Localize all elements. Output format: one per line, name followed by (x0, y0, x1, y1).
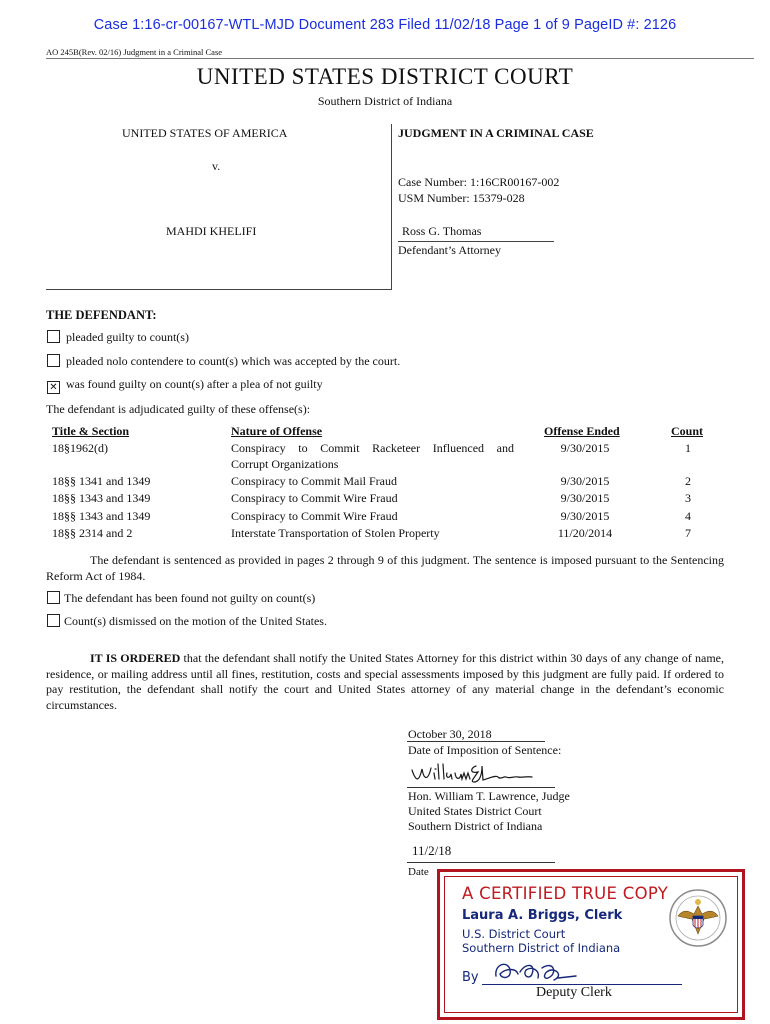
checkbox (47, 591, 60, 604)
attorney-name: Ross G. Thomas (402, 224, 482, 238)
table-row-ended: 9/30/2015 (560, 491, 610, 505)
table-row-nature: Conspiracy to Commit Wire Fraud (231, 509, 398, 523)
option-found-guilty: ✕ was found guilty on count(s) after a plea of not guilty (47, 377, 323, 394)
table-row-ended: 9/30/2015 (560, 474, 610, 488)
table-row-nature: Conspiracy to Commit Wire Fraud (231, 491, 398, 505)
usm-number: USM Number: 15379-028 (398, 191, 525, 205)
header-rule (46, 58, 754, 59)
signed-date-label: Date (408, 866, 429, 878)
stamp-court: U.S. District Court Southern District of Indiana (462, 927, 621, 955)
checkbox-checked: ✕ (47, 381, 60, 394)
stamp-clerk: Laura A. Briggs, Clerk (462, 908, 623, 923)
judge-name: Hon. William T. Lawrence, Judge (408, 789, 570, 803)
defendant-heading: THE DEFENDANT: (46, 308, 157, 322)
not-guilty-line: The defendant has been found not guilty on count(s) (47, 591, 315, 606)
col-nature: Nature of Offense (231, 424, 323, 438)
table-row-title: 18§1962(d) (52, 441, 108, 455)
checkbox (47, 354, 60, 367)
table-row-count: 4 (685, 509, 691, 523)
signed-date-rule (407, 862, 555, 863)
judge-court-line1: United States District Court (408, 804, 542, 818)
stamp-by: By (462, 970, 479, 985)
signature-rule (407, 787, 555, 788)
table-row-nature-cont: Corrupt Organizations (231, 457, 339, 471)
caption-bottom-rule (46, 289, 392, 290)
table-row-count: 1 (685, 441, 691, 455)
sentence-paragraph: The defendant is sentenced as provided in pages 2 through 9 of this judgment. The sentence is imposed pursuant to the Sentencing Reform Act of 1984. (46, 553, 724, 583)
checkbox (47, 330, 60, 343)
versus: v. (212, 159, 221, 173)
col-offense-ended: Offense Ended (544, 424, 620, 438)
court-seal-icon (668, 888, 728, 948)
table-row-ended: 9/30/2015 (560, 509, 610, 523)
table-row-nature: Conspiracy to Commit Racketeer Influenced and (231, 441, 514, 455)
table-row-count: 2 (685, 474, 691, 488)
date-rule (407, 741, 545, 742)
table-row-ended: 11/20/2014 (557, 526, 613, 540)
col-count: Count (671, 424, 704, 438)
adjudicated-text: The defendant is adjudicated guilty of these offense(s): (46, 402, 311, 416)
stamp-title: A CERTIFIED TRUE COPY (462, 884, 669, 903)
court-title: UNITED STATES DISTRICT COURT (196, 64, 574, 89)
signed-date: 11/2/18 (412, 843, 452, 858)
court-district: Southern District of Indiana (317, 94, 453, 108)
judgment-title: JUDGMENT IN A CRIMINAL CASE (398, 126, 594, 140)
form-id: AO 245B(Rev. 02/16) Judgment in a Criminal Case (46, 47, 223, 57)
deputy-signature (492, 956, 582, 986)
option-nolo-contendere: pleaded nolo contendere to count(s) which was accepted by the court. (47, 354, 400, 369)
imposition-date: October 30, 2018 (408, 727, 492, 741)
certified-copy-stamp (437, 869, 745, 1020)
table-row-title: 18§§ 1343 and 1349 (52, 509, 151, 523)
attorney-label: Defendant’s Attorney (398, 243, 501, 257)
table-row-title: 18§§ 1343 and 1349 (52, 491, 151, 505)
table-row-title: 18§§ 2314 and 2 (52, 526, 133, 540)
table-row-nature: Conspiracy to Commit Mail Fraud (231, 474, 397, 488)
dismissed-line: Count(s) dismissed on the motion of the United States. (47, 614, 327, 629)
ecf-header: Case 1:16-cr-00167-WTL-MJD Document 283 Filed 11/02/18 Page 1 of 9 PageID #: 2126 (93, 17, 677, 33)
checkbox (47, 614, 60, 627)
option-pleaded-guilty: pleaded guilty to count(s) (47, 330, 189, 345)
table-row-count: 7 (685, 526, 691, 540)
imposition-label: Date of Imposition of Sentence: (408, 743, 562, 757)
table-row-title: 18§§ 1341 and 1349 (52, 474, 151, 488)
defendant-name: MAHDI KHELIFI (166, 224, 257, 238)
order-paragraph: IT IS ORDERED that the defendant shall notify the United States Attorney for this district within 30 days of any change of name, residence, or mailing address until all fines, restitution, costs and special assessments imposed by this judgment are fully paid. If ordered to pay restitution, the defendant shall notify the court and United States attorney of any material change in the defendant’s economic circumstances. (46, 651, 725, 712)
caption-divider (391, 124, 392, 290)
table-row-count: 3 (685, 491, 691, 505)
case-number: Case Number: 1:16CR00167-002 (398, 175, 560, 189)
plaintiff: UNITED STATES OF AMERICA (122, 126, 288, 140)
stamp-deputy-clerk: Deputy Clerk (536, 985, 612, 1000)
judge-signature (410, 760, 540, 786)
table-row-nature: Interstate Transportation of Stolen Property (231, 526, 440, 540)
col-title-section: Title & Section (52, 424, 130, 438)
attorney-underline (398, 241, 554, 242)
table-row-ended: 9/30/2015 (560, 441, 610, 455)
judge-court-line2: Southern District of Indiana (408, 819, 543, 833)
